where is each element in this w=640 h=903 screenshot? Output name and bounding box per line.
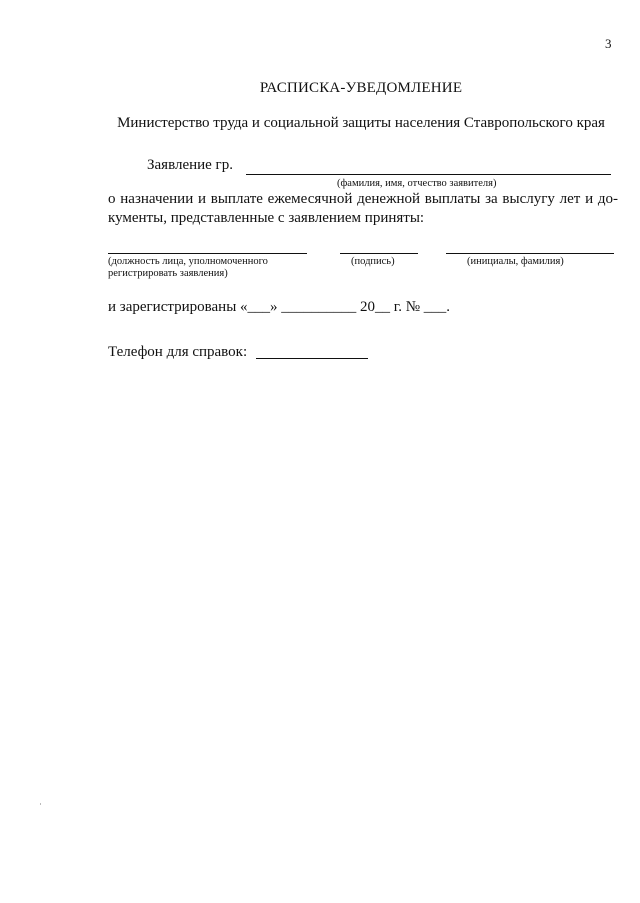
signature-caption: (подпись) [351, 256, 395, 267]
official-position-caption-line-2: регистрировать заявления) [108, 268, 228, 279]
initials-name-caption: (инициалы, фамилия) [467, 256, 564, 267]
registration-line: и зарегистрированы «___» __________ 20__ г. № ___. [108, 299, 451, 315]
phone-number-line [256, 358, 368, 359]
applicant-name-caption: (фамилия, имя, отчество заявителя) [337, 178, 497, 189]
document-title: РАСПИСКА-УВЕДОМЛЕНИЕ [259, 80, 463, 96]
scan-speck [40, 803, 41, 805]
purpose-text-line-2: кументы, представленные с заявлением приняты: [108, 210, 425, 226]
applicant-name-line [246, 174, 611, 175]
ministry-name: Министерство труда и социальной защиты населения Ставропольского края [117, 115, 605, 131]
purpose-text-line-1: о назначении и выплате ежемесячной денежной выплаты за выслугу лет и до- [108, 191, 618, 207]
official-position-caption-line-1: (должность лица, уполномоченного [108, 256, 268, 267]
signature-line [340, 253, 418, 254]
page-number: 3 [605, 36, 612, 51]
initials-name-line [446, 253, 614, 254]
official-position-line [108, 253, 307, 254]
application-label: Заявление гр. [147, 157, 233, 173]
official-position-caption [108, 256, 268, 280]
phone-label: Телефон для справок: [108, 344, 248, 360]
